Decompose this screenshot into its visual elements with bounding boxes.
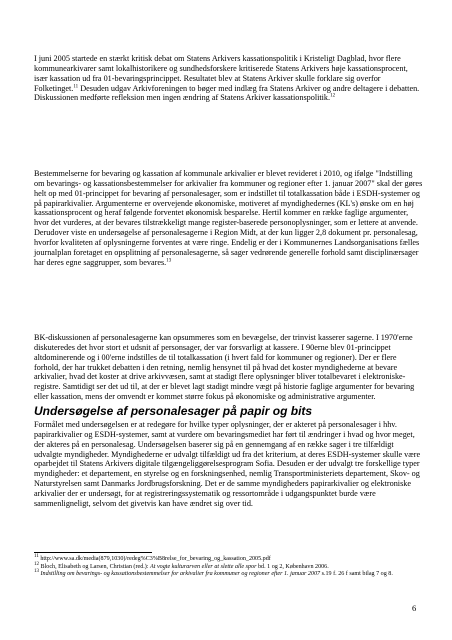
footnote-13 — [34, 571, 423, 579]
footnote-link[interactable]: http://www.sa.dk/media(879,1030)/redeg%C3%B8relse_for_bevaring_og_kassation_2005.pdf — [38, 556, 271, 562]
section-heading: Undersøgelse af personalesager på papir og bits — [34, 404, 313, 418]
paragraph-text: Formålet med undersøgelsen er at redegøre for hvilke typer oplysninger, der er akteret på personalesager i hhv. papirarkivalier og ESDH-systemer, samt at vurdere om bevaringsmediet har ført til ændringer i hvad og hvor meget, der akteres på en personalesag. Undersøgelsen baserer sig på en gennemgang af en række sager i tre tilfældigt udvalgte myndigheder. Myndighederne er udvalgt tilfældigt ud fra det kriterium, at deres ESDH-systemer skulle være oparbejdet til Statens Arkivers digitale tilgængeliggørelsesprogram Sofia. Desuden er der udvalgt tre forskellige typer myndigheder: et departement, en styrelse og en forskningsenhed, nemlig Transportministeriets departement, Skov- og Naturstyrelsen samt Danmarks Jordbrugsforskning. Det er de samme myndigheders papirarkivalier og elektroniske arkivalier der er undersøgt, for at registreringssystematik og ressortområde i udgangspunktet burde være sammenligneligt, selvom det givetvis kan have ændret sig over tid. — [34, 420, 421, 508]
footnote-ref-12[interactable]: 12 — [330, 93, 336, 99]
footnote-title: Indstilling om bevarings- og kassationsbestemmelser for arkivalier fra kommuner og regioner efter 1. januar 2007 — [39, 571, 321, 578]
page-number: 6 — [412, 603, 417, 613]
footnote-text: s.19 f. 26 f samt bilag 7 og 8. — [320, 571, 393, 578]
paragraph-text: I juni 2005 startede en stærkt kritisk debat om Statens Arkivers kassationspolitik i Kristeligt Dagblad, hvor flere kommunearkivarer samt lokalhistorikere og sundhedsforskere kritiserede Statens Arkivers høje kassationsprocent, især kassation ud fra 01-bevaringsprincippet. Resultatet blev at Statens Arkiver skulle forklare sig overfor Folketinget. — [34, 54, 408, 93]
footnote-title: At vogte kulturarven eller at slette alle spor — [150, 563, 257, 570]
footnote-text: Bloch, Elisabeth og Larsen, Christian (red.): — [39, 563, 151, 570]
paragraph-formaal — [34, 420, 423, 509]
footnote-separator — [34, 552, 152, 553]
footnote-ref-13[interactable]: 13 — [166, 257, 172, 263]
footnote-11 — [34, 553, 423, 564]
paragraph-bestemmelser — [34, 169, 423, 267]
footnote-ref-11[interactable]: 11 — [73, 83, 79, 89]
footnotes — [34, 553, 423, 579]
paragraph-text: BK-diskussionen af personalesagerne kan opsummeres som en bevægelse, der trinvist kasserer sagerne. I 1970'erne diskuteredes det hvor stort et udsnit af personsager, der var forsvarligt at kassere. I 90erne blev 01-princippet altdominerende og i 00'erne indstilles de til totalkassation (i hvert fald for kommuner og regioner). Der er flere forhold, der har trukket debatten i den retning, nemlig hensynet til på hvad det koster myndighederne at bevare arkivalier, hvad det koster at drive arkivvæsen, samt at stadigt flere oplysninger bliver totalbevaret i elektroniske-registre. Samtidigt ser det ud til, at der er blevet lagt stadigt mindre vægt på historie faglige argumenter for bevaring eller kassation, mens der omvendt er kommet større fokus på økonomiske og administrative argumenter. — [34, 333, 415, 402]
footnote-number: 11 — [34, 553, 39, 559]
footnote-text: bd. 1 og 2, København 2006. — [256, 563, 329, 570]
paragraph-kassationsdebat — [34, 54, 423, 103]
footnote-number: 12 — [34, 561, 39, 567]
paragraph-bk-diskussion — [34, 333, 423, 402]
paragraph-text: Desuden udgav Arkivforeningen to bøger med indlæg fra Statens Arkiver og andre deltagere i debatten. Diskussionen medførte refleksion men ingen ændring af Statens Arkiver kassationspolitik. — [34, 83, 420, 103]
footnote-number: 13 — [34, 569, 39, 575]
paragraph-text: Bestemmelserne for bevaring og kassation af kommunale arkivalier er blevet revideret i 2010, og ifølge "Indstilling om bevarings- og kassationsbestemmelser for arkivalier fra kommuner og regioner efter 1. januar 2007" skal der gøres helt op med 01-princippet for bevaring af personalesager, som er indstillet til totalkassation både i ESDH-systemer og på papirarkivalier. Argumenterne er overvejende økonomiske, motiveret af myndighedernes (KL's) ønske om en høj kassationsprocent og heraf følgende forventet økonomisk besparelse. Hertil kommer en række faglige argumenter, hvor det vurderes, at der bevares tilstrækkeligt mange register-baserede personoplysninger, som er lettere at anvende. Derudover viste en undersøgelse af personalesagerne i Region Midt, at der kun ligger 2,8 dokument pr. personalesag, hvorfor kvaliteten af oplysningerne forventes at være ringe. Endelig er der i Kommunernes Landsorganisations fælles journalplan foretaget en opsplitning af personalesagerne, så sager vedrørende generelle forhold samt disciplinærsager har deres egne saggrupper, som bevares. — [34, 169, 423, 267]
